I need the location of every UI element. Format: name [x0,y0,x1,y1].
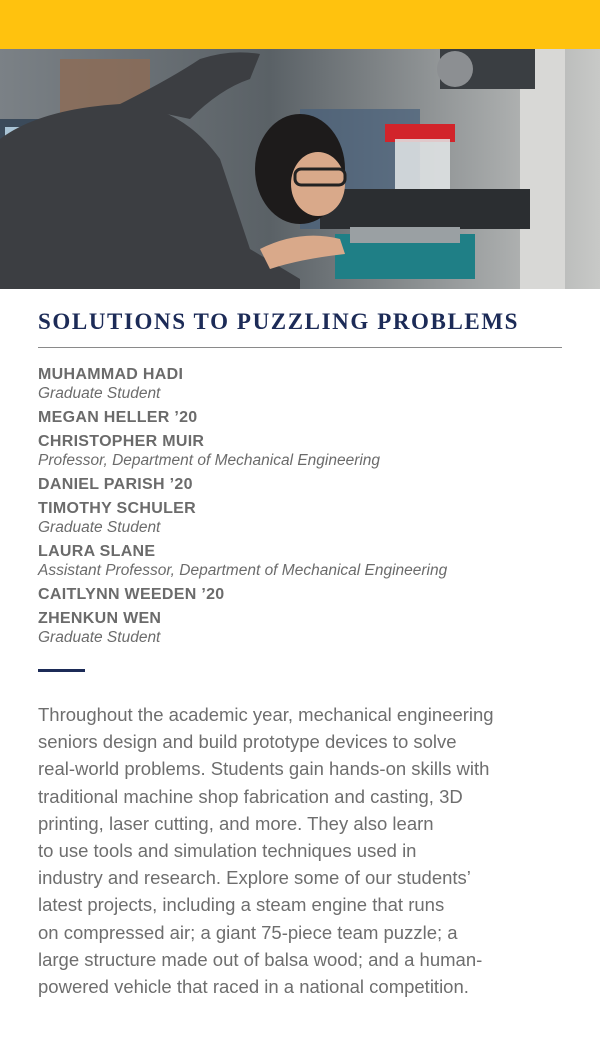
description-line: powered vehicle that raced in a national competition. [38,976,469,998]
person-name: LAURA SLANE [38,543,156,560]
description-line: seniors design and build prototype devices to solve [38,731,457,753]
description-line: printing, laser cutting, and more. They also learn [38,812,434,834]
description-line: to use tools and simulation techniques used in [38,840,417,862]
person-role: Graduate Student [38,385,161,402]
people-list [38,365,562,647]
person-role: Assistant Professor, Department of Mechanical Engineering [38,562,448,579]
person-name: CAITLYNN WEEDEN ’20 [38,586,225,603]
person-entry [38,408,562,427]
title-divider [38,347,562,348]
description-line: traditional machine shop fabrication and casting, 3D [38,785,463,807]
person-name: CHRISTOPHER MUIR [38,433,205,450]
person-name: TIMOTHY SCHULER [38,500,196,517]
person-entry [38,499,562,537]
person-entry [38,475,562,494]
top-accent-bar [0,0,600,49]
person-entry [38,585,562,604]
accent-divider [38,669,85,672]
person-entry [38,609,562,647]
hero-photo-student-drill-press [0,49,600,289]
person-role: Graduate Student [38,519,161,536]
description-line: on compressed air; a giant 75-piece team puzzle; a [38,921,458,943]
description-line: Throughout the academic year, mechanical engineering [38,704,494,725]
person-role: Graduate Student [38,629,161,646]
description-line: latest projects, including a steam engine that runs [38,894,445,916]
person-name: MUHAMMAD HADI [38,366,184,383]
person-entry [38,432,562,470]
section-title: SOLUTIONS TO PUZZLING PROBLEMS [38,309,520,334]
description-line: real-world problems. Students gain hands-on skills with [38,758,490,780]
description-line: large structure made out of balsa wood; and a human- [38,948,483,970]
person-entry [38,365,562,403]
person-role: Professor, Department of Mechanical Engineering [38,452,381,469]
description-paragraph [38,701,562,1000]
person-entry [38,542,562,580]
person-name: ZHENKUN WEN [38,610,162,627]
description-line: industry and research. Explore some of our students’ [38,867,471,889]
person-name: DANIEL PARISH ’20 [38,476,193,493]
person-name: MEGAN HELLER ’20 [38,409,198,426]
